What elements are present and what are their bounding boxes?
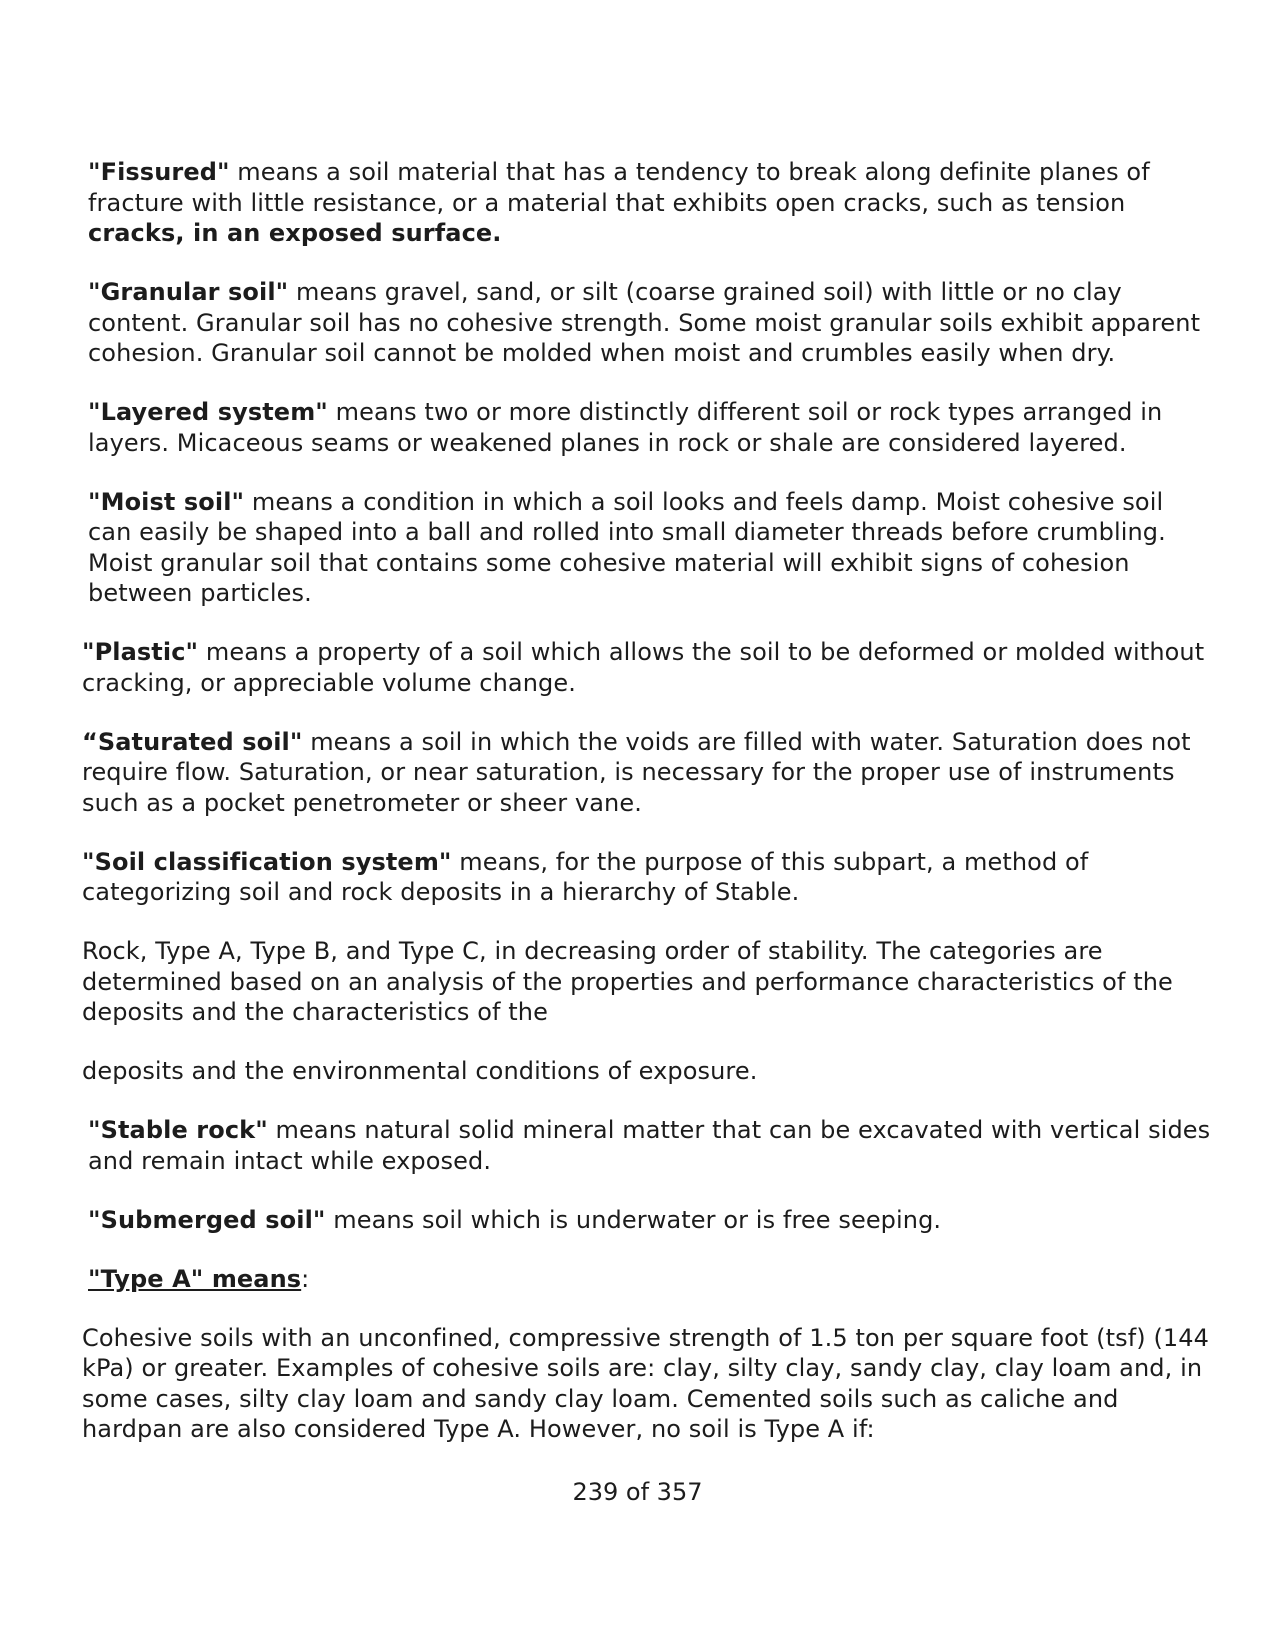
term-plastic: "Plastic" [82,638,199,666]
definition-stable-rock [82,1115,1212,1176]
term-soil-classification-system: "Soil classification system" [82,847,452,876]
definition-moist-soil [82,487,1212,609]
definition-text: means soil which is underwater or is free seeping. [325,1205,942,1234]
definition-submerged-soil [82,1205,1212,1236]
term-submerged-soil: "Submerged soil" [88,1205,326,1234]
type-a-heading-line [82,1264,1212,1295]
definition-granular-soil [82,277,1212,369]
type-a-heading: "Type A" means [88,1264,302,1293]
definition-text: means a soil material that has a tendency to break along definite planes of fracture with little resistance, or a material that exhibits open cracks, such as tension [88,158,1150,217]
paragraph-type-a: Cohesive soils with an unconfined, compressive strength of 1.5 ton per square foot (tsf) (144 kPa) or greater. Examples of cohesive soils are: clay, silty clay, sandy clay, clay loam and, in some cases, silty clay loam and sandy clay loam. Cemented soils such as caliche and hardpan are also considered Type A. However, no soil is Type A if: [82,1323,1210,1443]
definition-text: means natural solid mineral matter that can be excavated with vertical sides and remain intact while exposed. [88,1116,1211,1175]
definition-bold-tail: cracks, in an exposed surface. [88,219,502,247]
definition-text: means, for the purpose of this subpart, a method of categorizing soil and rock deposits in a hierarchy of Stable. [82,847,1089,906]
definition-fissured [82,157,1212,249]
definition-saturated-soil [82,727,1212,819]
term-fissured: "Fissured" [88,158,230,186]
definition-plastic [82,637,1212,698]
page-number: 239 of 357 [572,1478,703,1506]
type-a-colon: : [301,1264,310,1293]
term-moist-soil: "Moist soil" [88,487,245,516]
term-layered-system: "Layered system" [88,398,328,426]
term-granular-soil: "Granular soil" [88,278,289,306]
definition-text: means a property of a soil which allows the soil to be deformed or molded without cracking, or appreciable volume change. [82,638,1205,697]
definition-layered-system [82,397,1212,458]
definition-text: means a condition in which a soil looks and feels damp. Moist cohesive soil can easily be shaped into a ball and rolled into small diameter threads before crumbling. Moist granular soil that contains some cohesive material will exhibit signs of cohesion between particles. [88,487,1166,607]
term-saturated-soil: “Saturated soil" [82,727,303,756]
definition-text: means two or more distinctly different soil or rock types arranged in layers. Micaceous seams or weakened planes in rock or shale are considered layered. [88,398,1163,457]
definition-text: means a soil in which the voids are filled with water. Saturation does not require flow. Saturation, or near saturation, is necessary for the proper use of instruments such as a pocket penetrometer or sheer vane. [82,727,1191,817]
paragraph-deposits: deposits and the environmental conditions of exposure. [82,1057,758,1085]
definition-soil-classification-system [82,847,1212,908]
term-stable-rock: "Stable rock" [88,1116,268,1144]
paragraph-rock-types: Rock, Type A, Type B, and Type C, in decreasing order of stability. The categories are determined based on an analysis of the properties and performance characteristics of the deposits and the characteristics of the [82,937,1173,1026]
document-page [82,157,1212,1473]
definition-text: means gravel, sand, or silt (coarse grained soil) with little or no clay content. Granular soil has no cohesive strength. Some moist granular soils exhibit apparent cohesion. Granular soil cannot be molded when moist and crumbles easily when dry. [88,278,1201,367]
